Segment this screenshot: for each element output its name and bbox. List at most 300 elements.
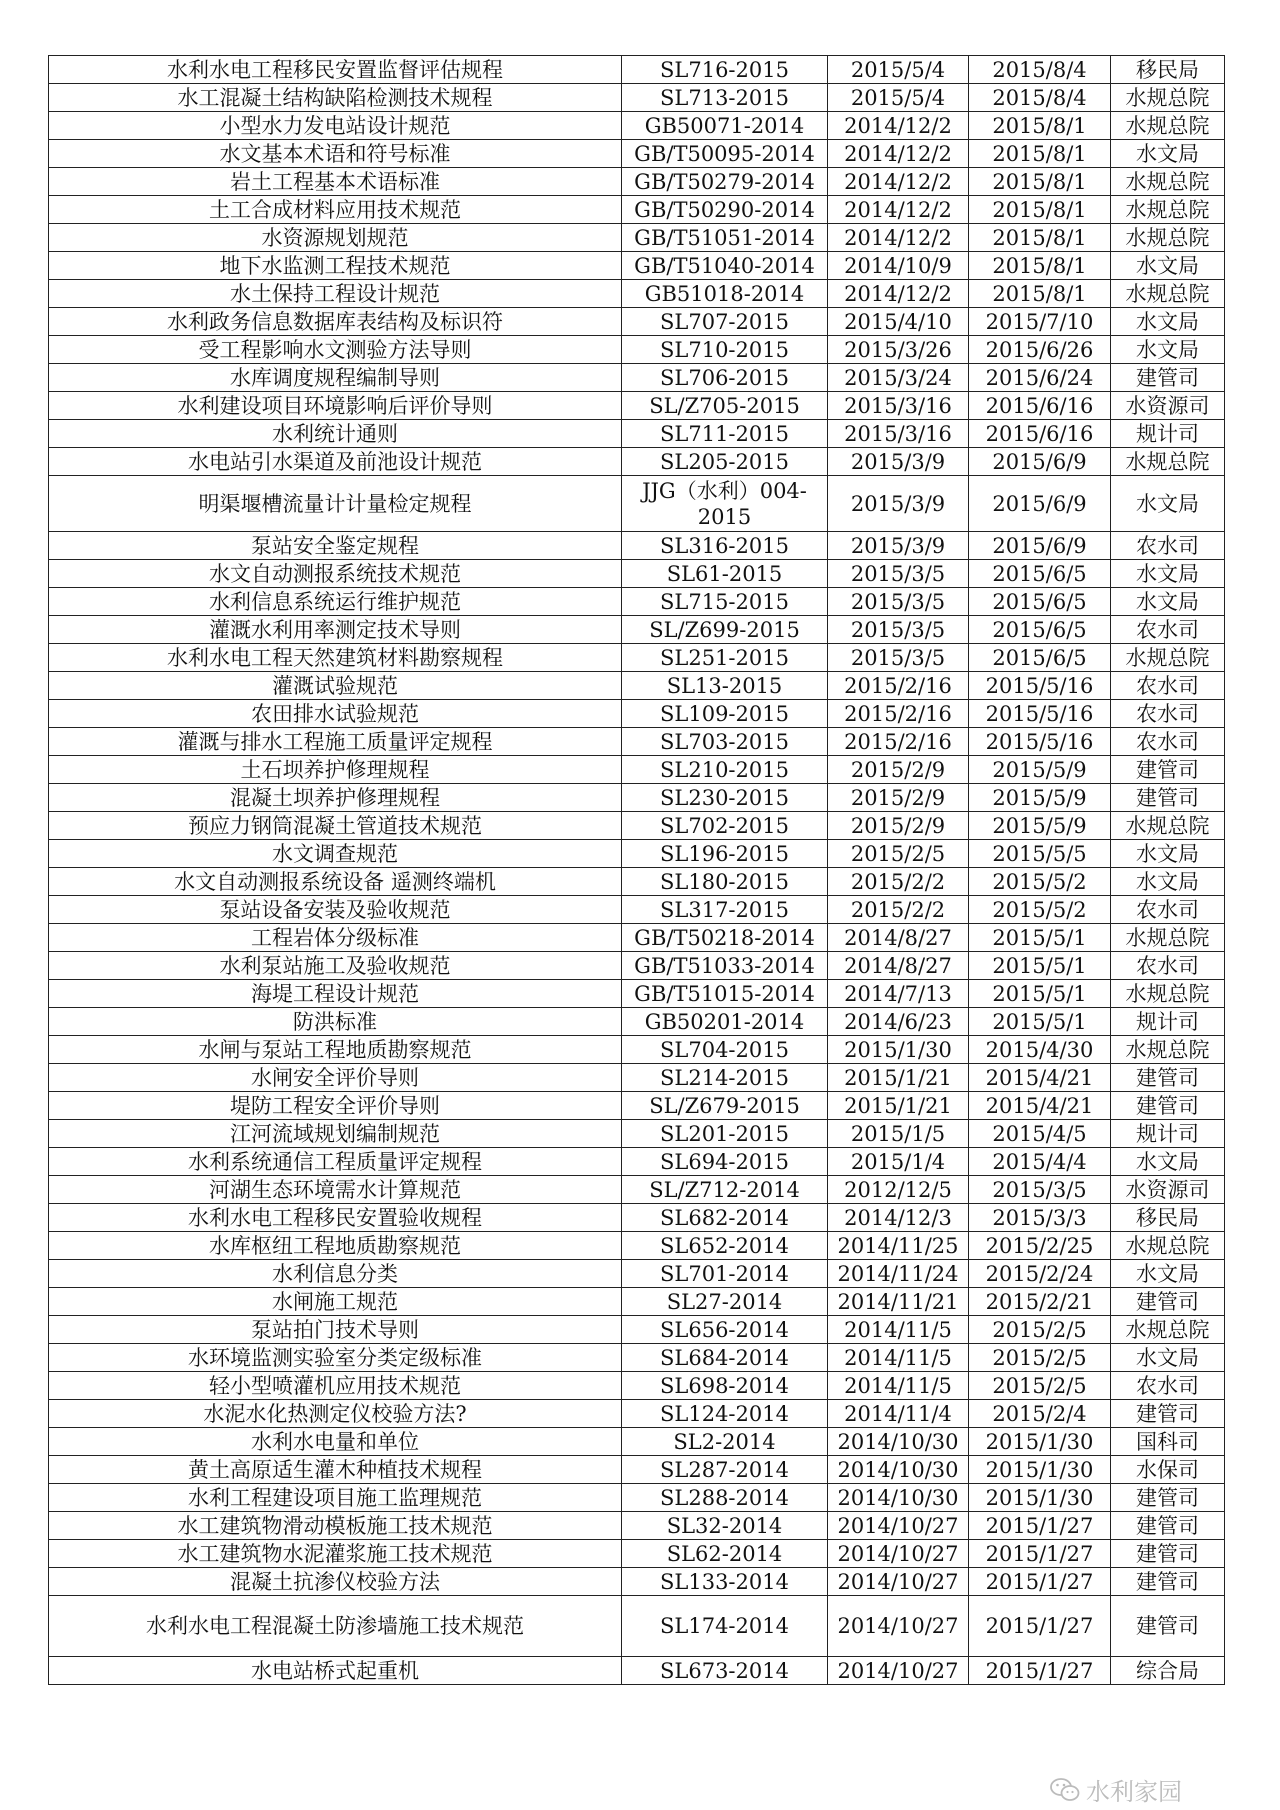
department-cell: 农水司 [1111, 672, 1225, 700]
standard-code-cell: SL698-2014 [622, 1372, 828, 1400]
table-row [49, 980, 1225, 1008]
table-row [49, 392, 1225, 420]
table-row [49, 644, 1225, 672]
publish-date-cell: 2015/1/21 [828, 1064, 969, 1092]
publish-date-cell: 2015/3/9 [828, 476, 969, 532]
standard-code-cell: SL230-2015 [622, 784, 828, 812]
publish-date-cell: 2015/1/5 [828, 1120, 969, 1148]
publish-date-cell: 2015/3/16 [828, 392, 969, 420]
effective-date-cell: 2015/2/4 [969, 1400, 1111, 1428]
publish-date-cell: 2012/12/5 [828, 1176, 969, 1204]
effective-date-cell: 2015/5/16 [969, 672, 1111, 700]
department-cell: 建管司 [1111, 1064, 1225, 1092]
department-cell: 水文局 [1111, 868, 1225, 896]
effective-date-cell: 2015/8/4 [969, 56, 1111, 84]
effective-date-cell: 2015/6/9 [969, 532, 1111, 560]
standard-name-cell: 水利水电工程移民安置监督评估规程 [49, 56, 622, 84]
standard-name-cell: 灌溉水利用率测定技术导则 [49, 616, 622, 644]
standard-code-cell: SL703-2015 [622, 728, 828, 756]
department-cell: 水规总院 [1111, 812, 1225, 840]
standard-code-cell: SL694-2015 [622, 1148, 828, 1176]
department-cell: 水资源司 [1111, 392, 1225, 420]
table-row [49, 1260, 1225, 1288]
standard-name-cell: 农田排水试验规范 [49, 700, 622, 728]
standard-code-cell: SL715-2015 [622, 588, 828, 616]
department-cell: 水资源司 [1111, 1176, 1225, 1204]
table-row [49, 1512, 1225, 1540]
table-row [49, 420, 1225, 448]
department-cell: 建管司 [1111, 1092, 1225, 1120]
standard-code-cell: GB/T51015-2014 [622, 980, 828, 1008]
table-row [49, 1092, 1225, 1120]
standard-name-cell: 水库调度规程编制导则 [49, 364, 622, 392]
standard-name-cell: 水闸施工规范 [49, 1288, 622, 1316]
effective-date-cell: 2015/6/9 [969, 476, 1111, 532]
publish-date-cell: 2015/3/5 [828, 644, 969, 672]
standard-name-cell: 泵站设备安装及验收规范 [49, 896, 622, 924]
standard-name-cell: 水利水电量和单位 [49, 1428, 622, 1456]
department-cell: 水规总院 [1111, 112, 1225, 140]
department-cell: 规计司 [1111, 1120, 1225, 1148]
department-cell: 移民局 [1111, 1204, 1225, 1232]
publish-date-cell: 2015/2/9 [828, 784, 969, 812]
department-cell: 农水司 [1111, 1372, 1225, 1400]
table-row [49, 1484, 1225, 1512]
table-row [49, 1064, 1225, 1092]
effective-date-cell: 2015/5/16 [969, 700, 1111, 728]
table-row [49, 1400, 1225, 1428]
effective-date-cell: 2015/1/27 [969, 1657, 1111, 1685]
standard-name-cell: 水资源规划规范 [49, 224, 622, 252]
table-row [49, 448, 1225, 476]
standard-name-cell: 小型水力发电站设计规范 [49, 112, 622, 140]
department-cell: 水规总院 [1111, 980, 1225, 1008]
standard-name-cell: 明渠堰槽流量计计量检定规程 [49, 476, 622, 532]
publish-date-cell: 2015/1/4 [828, 1148, 969, 1176]
standard-name-cell: 水利工程建设项目施工监理规范 [49, 1484, 622, 1512]
table-row [49, 1316, 1225, 1344]
standard-code-cell: SL201-2015 [622, 1120, 828, 1148]
table-row [49, 84, 1225, 112]
department-cell: 水规总院 [1111, 1232, 1225, 1260]
table-row [49, 700, 1225, 728]
standard-name-cell: 水土保持工程设计规范 [49, 280, 622, 308]
standard-code-cell: SL/Z699-2015 [622, 616, 828, 644]
effective-date-cell: 2015/2/24 [969, 1260, 1111, 1288]
standard-code-cell: SL61-2015 [622, 560, 828, 588]
publish-date-cell: 2015/1/21 [828, 1092, 969, 1120]
department-cell: 水保司 [1111, 1456, 1225, 1484]
effective-date-cell: 2015/4/21 [969, 1064, 1111, 1092]
standard-code-cell: SL251-2015 [622, 644, 828, 672]
standard-name-cell: 江河流域规划编制规范 [49, 1120, 622, 1148]
standards-table [48, 55, 1225, 1685]
standard-code-cell: SL713-2015 [622, 84, 828, 112]
standard-code-cell: SL214-2015 [622, 1064, 828, 1092]
publish-date-cell: 2014/8/27 [828, 952, 969, 980]
table-row [49, 1120, 1225, 1148]
effective-date-cell: 2015/1/27 [969, 1540, 1111, 1568]
publish-date-cell: 2014/10/9 [828, 252, 969, 280]
department-cell: 水文局 [1111, 140, 1225, 168]
standard-name-cell: 水文自动测报系统设备 遥测终端机 [49, 868, 622, 896]
standard-name-cell: 土工合成材料应用技术规范 [49, 196, 622, 224]
department-cell: 建管司 [1111, 1596, 1225, 1657]
department-cell: 建管司 [1111, 1540, 1225, 1568]
effective-date-cell: 2015/5/16 [969, 728, 1111, 756]
effective-date-cell: 2015/5/1 [969, 924, 1111, 952]
effective-date-cell: 2015/5/1 [969, 952, 1111, 980]
department-cell: 综合局 [1111, 1657, 1225, 1685]
table-row [49, 616, 1225, 644]
standard-code-cell: SL133-2014 [622, 1568, 828, 1596]
standard-code-cell: SL706-2015 [622, 364, 828, 392]
effective-date-cell: 2015/5/2 [969, 868, 1111, 896]
department-cell: 规计司 [1111, 1008, 1225, 1036]
department-cell: 建管司 [1111, 1568, 1225, 1596]
effective-date-cell: 2015/8/1 [969, 140, 1111, 168]
publish-date-cell: 2015/2/2 [828, 868, 969, 896]
effective-date-cell: 2015/1/27 [969, 1512, 1111, 1540]
standard-code-cell: SL673-2014 [622, 1657, 828, 1685]
effective-date-cell: 2015/6/5 [969, 588, 1111, 616]
table-row [49, 924, 1225, 952]
standard-code-cell: SL701-2014 [622, 1260, 828, 1288]
standard-code-cell: GB/T51040-2014 [622, 252, 828, 280]
standard-name-cell: 水工建筑物滑动模板施工技术规范 [49, 1512, 622, 1540]
table-row [49, 784, 1225, 812]
department-cell: 水规总院 [1111, 224, 1225, 252]
standard-name-cell: 水利统计通则 [49, 420, 622, 448]
effective-date-cell: 2015/2/25 [969, 1232, 1111, 1260]
standard-name-cell: 水闸与泵站工程地质勘察规范 [49, 1036, 622, 1064]
publish-date-cell: 2014/10/27 [828, 1512, 969, 1540]
standard-name-cell: 水文调查规范 [49, 840, 622, 868]
table-row [49, 588, 1225, 616]
department-cell: 建管司 [1111, 364, 1225, 392]
effective-date-cell: 2015/3/3 [969, 1204, 1111, 1232]
effective-date-cell: 2015/2/5 [969, 1344, 1111, 1372]
department-cell: 水文局 [1111, 560, 1225, 588]
publish-date-cell: 2015/3/16 [828, 420, 969, 448]
standard-code-cell: SL656-2014 [622, 1316, 828, 1344]
standard-name-cell: 水环境监测实验室分类定级标准 [49, 1344, 622, 1372]
standard-name-cell: 水利信息分类 [49, 1260, 622, 1288]
department-cell: 水规总院 [1111, 196, 1225, 224]
standard-name-cell: 泵站拍门技术导则 [49, 1316, 622, 1344]
publish-date-cell: 2015/3/26 [828, 336, 969, 364]
effective-date-cell: 2015/6/26 [969, 336, 1111, 364]
department-cell: 建管司 [1111, 784, 1225, 812]
department-cell: 建管司 [1111, 1484, 1225, 1512]
effective-date-cell: 2015/7/10 [969, 308, 1111, 336]
table-row [49, 336, 1225, 364]
department-cell: 农水司 [1111, 728, 1225, 756]
effective-date-cell: 2015/4/21 [969, 1092, 1111, 1120]
effective-date-cell: 2015/3/5 [969, 1176, 1111, 1204]
standard-name-cell: 水工混凝土结构缺陷检测技术规程 [49, 84, 622, 112]
department-cell: 水规总院 [1111, 1316, 1225, 1344]
standard-name-cell: 海堤工程设计规范 [49, 980, 622, 1008]
standard-code-cell: SL716-2015 [622, 56, 828, 84]
department-cell: 水文局 [1111, 588, 1225, 616]
standard-code-cell: SL27-2014 [622, 1288, 828, 1316]
department-cell: 水文局 [1111, 1148, 1225, 1176]
department-cell: 农水司 [1111, 952, 1225, 980]
standard-code-cell: SL707-2015 [622, 308, 828, 336]
table-row [49, 112, 1225, 140]
publish-date-cell: 2014/10/27 [828, 1657, 969, 1685]
standard-name-cell: 混凝土抗渗仪校验方法 [49, 1568, 622, 1596]
effective-date-cell: 2015/8/1 [969, 168, 1111, 196]
standard-code-cell: SL/Z679-2015 [622, 1092, 828, 1120]
department-cell: 建管司 [1111, 1512, 1225, 1540]
department-cell: 国科司 [1111, 1428, 1225, 1456]
standard-name-cell: 工程岩体分级标准 [49, 924, 622, 952]
standard-code-cell: SL210-2015 [622, 756, 828, 784]
publish-date-cell: 2014/11/5 [828, 1316, 969, 1344]
standard-name-cell: 水泥水化热测定仪校验方法? [49, 1400, 622, 1428]
standard-name-cell: 水闸安全评价导则 [49, 1064, 622, 1092]
publish-date-cell: 2014/8/27 [828, 924, 969, 952]
standard-code-cell: SL317-2015 [622, 896, 828, 924]
publish-date-cell: 2015/2/16 [828, 672, 969, 700]
publish-date-cell: 2014/12/2 [828, 224, 969, 252]
standard-code-cell: SL704-2015 [622, 1036, 828, 1064]
standard-code-cell: SL288-2014 [622, 1484, 828, 1512]
table-row [49, 1540, 1225, 1568]
standard-code-cell: GB50201-2014 [622, 1008, 828, 1036]
publish-date-cell: 2014/11/4 [828, 1400, 969, 1428]
table-row [49, 280, 1225, 308]
effective-date-cell: 2015/6/16 [969, 420, 1111, 448]
standard-name-cell: 泵站安全鉴定规程 [49, 532, 622, 560]
standard-code-cell: SL316-2015 [622, 532, 828, 560]
publish-date-cell: 2014/12/2 [828, 280, 969, 308]
publish-date-cell: 2014/6/23 [828, 1008, 969, 1036]
standard-code-cell: GB50071-2014 [622, 112, 828, 140]
standard-name-cell: 土石坝养护修理规程 [49, 756, 622, 784]
effective-date-cell: 2015/8/1 [969, 252, 1111, 280]
standard-name-cell: 河湖生态环境需水计算规范 [49, 1176, 622, 1204]
department-cell: 农水司 [1111, 616, 1225, 644]
standard-name-cell: 黄土高原适生灌木种植技术规程 [49, 1456, 622, 1484]
effective-date-cell: 2015/8/1 [969, 280, 1111, 308]
table-row [49, 196, 1225, 224]
standard-code-cell: SL652-2014 [622, 1232, 828, 1260]
standard-code-cell: SL702-2015 [622, 812, 828, 840]
standard-name-cell: 水工建筑物水泥灌浆施工技术规范 [49, 1540, 622, 1568]
effective-date-cell: 2015/5/9 [969, 812, 1111, 840]
department-cell: 农水司 [1111, 532, 1225, 560]
table-row [49, 224, 1225, 252]
effective-date-cell: 2015/5/1 [969, 980, 1111, 1008]
standard-code-cell: SL109-2015 [622, 700, 828, 728]
table-row [49, 1232, 1225, 1260]
standard-code-cell: SL710-2015 [622, 336, 828, 364]
publish-date-cell: 2014/10/27 [828, 1540, 969, 1568]
department-cell: 水规总院 [1111, 924, 1225, 952]
publish-date-cell: 2014/7/13 [828, 980, 969, 1008]
publish-date-cell: 2015/2/9 [828, 756, 969, 784]
effective-date-cell: 2015/8/4 [969, 84, 1111, 112]
publish-date-cell: 2015/2/9 [828, 812, 969, 840]
publish-date-cell: 2015/2/2 [828, 896, 969, 924]
publish-date-cell: 2015/5/4 [828, 56, 969, 84]
publish-date-cell: 2015/3/24 [828, 364, 969, 392]
standard-name-cell: 水利水电工程混凝土防渗墙施工技术规范 [49, 1596, 622, 1657]
effective-date-cell: 2015/5/1 [969, 1008, 1111, 1036]
department-cell: 水规总院 [1111, 448, 1225, 476]
standard-name-cell: 轻小型喷灌机应用技术规范 [49, 1372, 622, 1400]
effective-date-cell: 2015/1/27 [969, 1568, 1111, 1596]
effective-date-cell: 2015/1/30 [969, 1428, 1111, 1456]
effective-date-cell: 2015/6/16 [969, 392, 1111, 420]
table-row [49, 1288, 1225, 1316]
standard-code-cell: JJG（水利）004-2015 [622, 476, 828, 532]
table-row [49, 168, 1225, 196]
wechat-icon [1050, 1777, 1080, 1803]
standard-code-cell: SL/Z712-2014 [622, 1176, 828, 1204]
standard-name-cell: 水文基本术语和符号标准 [49, 140, 622, 168]
table-row [49, 1148, 1225, 1176]
department-cell: 水文局 [1111, 1260, 1225, 1288]
publish-date-cell: 2014/10/27 [828, 1596, 969, 1657]
effective-date-cell: 2015/2/5 [969, 1372, 1111, 1400]
table-row [49, 1657, 1225, 1685]
table-row [49, 476, 1225, 532]
standard-name-cell: 水利泵站施工及验收规范 [49, 952, 622, 980]
publish-date-cell: 2014/10/30 [828, 1428, 969, 1456]
effective-date-cell: 2015/4/5 [969, 1120, 1111, 1148]
standard-code-cell: GB/T51051-2014 [622, 224, 828, 252]
table-row [49, 532, 1225, 560]
department-cell: 建管司 [1111, 756, 1225, 784]
publish-date-cell: 2015/1/30 [828, 1036, 969, 1064]
publish-date-cell: 2015/3/9 [828, 532, 969, 560]
effective-date-cell: 2015/6/5 [969, 616, 1111, 644]
table-row [49, 1596, 1225, 1657]
effective-date-cell: 2015/5/2 [969, 896, 1111, 924]
effective-date-cell: 2015/8/1 [969, 196, 1111, 224]
table-row [49, 812, 1225, 840]
effective-date-cell: 2015/6/24 [969, 364, 1111, 392]
department-cell: 建管司 [1111, 1400, 1225, 1428]
standard-name-cell: 水库枢纽工程地质勘察规范 [49, 1232, 622, 1260]
effective-date-cell: 2015/6/9 [969, 448, 1111, 476]
table-row [49, 868, 1225, 896]
publish-date-cell: 2015/4/10 [828, 308, 969, 336]
publish-date-cell: 2014/12/2 [828, 196, 969, 224]
department-cell: 水文局 [1111, 336, 1225, 364]
table-row [49, 252, 1225, 280]
table-row [49, 1036, 1225, 1064]
table-row [49, 756, 1225, 784]
standard-name-cell: 水电站桥式起重机 [49, 1657, 622, 1685]
standard-code-cell: SL711-2015 [622, 420, 828, 448]
effective-date-cell: 2015/1/27 [969, 1596, 1111, 1657]
standard-code-cell: GB/T51033-2014 [622, 952, 828, 980]
effective-date-cell: 2015/1/30 [969, 1456, 1111, 1484]
publish-date-cell: 2014/12/2 [828, 140, 969, 168]
table-row [49, 1372, 1225, 1400]
department-cell: 水规总院 [1111, 280, 1225, 308]
publish-date-cell: 2014/11/5 [828, 1344, 969, 1372]
standard-name-cell: 水电站引水渠道及前池设计规范 [49, 448, 622, 476]
standard-name-cell: 水利政务信息数据库表结构及标识符 [49, 308, 622, 336]
table-row [49, 728, 1225, 756]
publish-date-cell: 2014/11/5 [828, 1372, 969, 1400]
effective-date-cell: 2015/1/30 [969, 1484, 1111, 1512]
table-row [49, 364, 1225, 392]
standard-code-cell: SL684-2014 [622, 1344, 828, 1372]
standard-code-cell: SL682-2014 [622, 1204, 828, 1232]
standard-code-cell: SL205-2015 [622, 448, 828, 476]
standard-code-cell: SL196-2015 [622, 840, 828, 868]
effective-date-cell: 2015/6/5 [969, 644, 1111, 672]
watermark-text: 水利家园 [1086, 1778, 1182, 1806]
table-row [49, 56, 1225, 84]
department-cell: 水规总院 [1111, 644, 1225, 672]
standard-name-cell: 水利信息系统运行维护规范 [49, 588, 622, 616]
table-row [49, 560, 1225, 588]
department-cell: 水规总院 [1111, 1036, 1225, 1064]
publish-date-cell: 2015/3/5 [828, 560, 969, 588]
publish-date-cell: 2015/3/5 [828, 588, 969, 616]
standard-code-cell: GB51018-2014 [622, 280, 828, 308]
standard-code-cell: SL174-2014 [622, 1596, 828, 1657]
department-cell: 规计司 [1111, 420, 1225, 448]
department-cell: 水规总院 [1111, 84, 1225, 112]
standard-name-cell: 地下水监测工程技术规范 [49, 252, 622, 280]
standard-name-cell: 水文自动测报系统技术规范 [49, 560, 622, 588]
department-cell: 水文局 [1111, 476, 1225, 532]
department-cell: 水文局 [1111, 1344, 1225, 1372]
standard-code-cell: GB/T50290-2014 [622, 196, 828, 224]
effective-date-cell: 2015/5/9 [969, 756, 1111, 784]
effective-date-cell: 2015/4/30 [969, 1036, 1111, 1064]
publish-date-cell: 2014/11/25 [828, 1232, 969, 1260]
standard-name-cell: 堤防工程安全评价导则 [49, 1092, 622, 1120]
department-cell: 水文局 [1111, 308, 1225, 336]
publish-date-cell: 2014/10/27 [828, 1568, 969, 1596]
standard-code-cell: SL2-2014 [622, 1428, 828, 1456]
effective-date-cell: 2015/2/5 [969, 1316, 1111, 1344]
table-row [49, 1456, 1225, 1484]
publish-date-cell: 2015/3/5 [828, 616, 969, 644]
table-row [49, 952, 1225, 980]
publish-date-cell: 2015/2/16 [828, 728, 969, 756]
standard-name-cell: 预应力钢筒混凝土管道技术规范 [49, 812, 622, 840]
standard-code-cell: SL13-2015 [622, 672, 828, 700]
table-row [49, 1568, 1225, 1596]
effective-date-cell: 2015/8/1 [969, 112, 1111, 140]
effective-date-cell: 2015/5/5 [969, 840, 1111, 868]
watermark [1050, 1772, 1182, 1807]
standard-code-cell: SL180-2015 [622, 868, 828, 896]
publish-date-cell: 2014/10/30 [828, 1456, 969, 1484]
table-row [49, 140, 1225, 168]
publish-date-cell: 2014/10/30 [828, 1484, 969, 1512]
department-cell: 农水司 [1111, 896, 1225, 924]
effective-date-cell: 2015/4/4 [969, 1148, 1111, 1176]
standard-code-cell: SL62-2014 [622, 1540, 828, 1568]
table-row [49, 840, 1225, 868]
publish-date-cell: 2014/12/2 [828, 168, 969, 196]
table-row [49, 1428, 1225, 1456]
table-row [49, 1176, 1225, 1204]
standard-code-cell: SL/Z705-2015 [622, 392, 828, 420]
